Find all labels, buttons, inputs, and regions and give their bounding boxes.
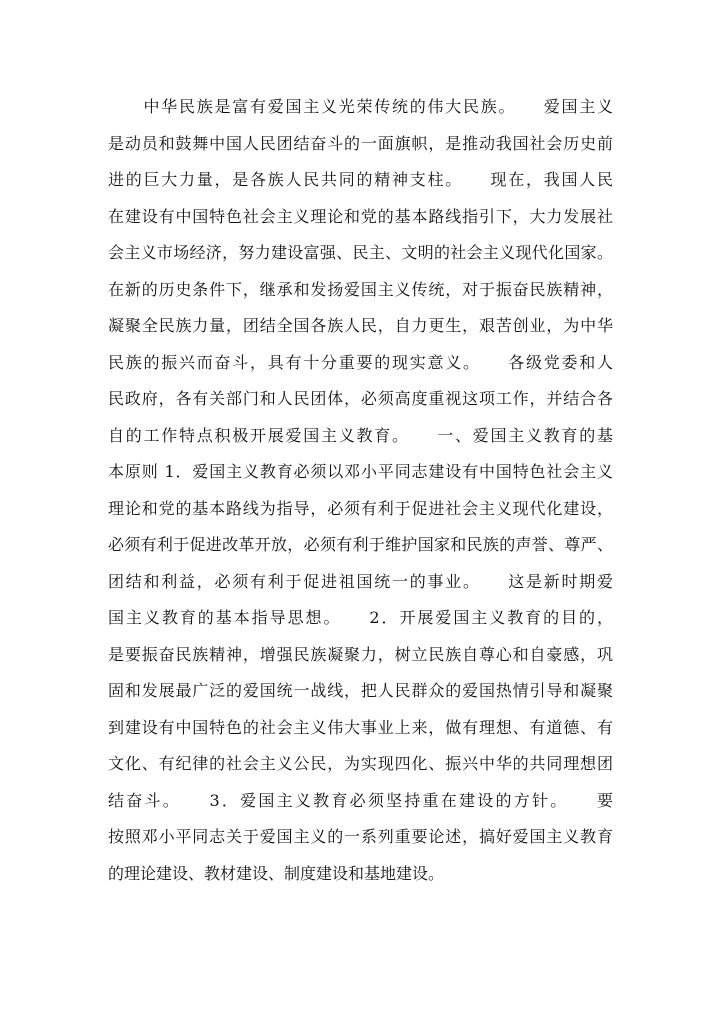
text-line: 结奋斗。 3．爱国主义教育必须坚持重在建设的方针。 要	[108, 790, 613, 810]
text-line: 民政府，各有关部门和人民团体，必须高度重视这项工作，并结合各	[108, 389, 613, 408]
text-line: 在新的历史条件下，继承和发扬爱国主义传统，对于振奋民族精神，	[108, 279, 613, 299]
text-line: 本原则 1．爱国主义教育必须以邓小平同志建设有中国特色社会主义	[108, 462, 613, 481]
text-line: 的理论建设、教材建设、制度建设和基地建设。	[108, 863, 445, 883]
text-line: 会主义市场经济，努力建设富强、民主、文明的社会主义现代化国家。	[108, 243, 613, 262]
text-line: 按照邓小平同志关于爱国主义的一系列重要论述，搞好爱国主义教育	[108, 827, 613, 846]
text-line: 是要振奋民族精神，增强民族凝聚力，树立民族自尊心和自豪感，巩	[108, 644, 613, 664]
text-line: 民族的振兴而奋斗，具有十分重要的现实意义。 各级党委和人	[108, 352, 613, 372]
text-line: 团结和利益，必须有利于促进祖国统一的事业。 这是新时期爱	[108, 571, 613, 591]
text-line: 国主义教育的基本指导思想。 2．开展爱国主义教育的目的，	[108, 608, 613, 627]
text-line: 进的巨大力量，是各族人民共同的精神支柱。 现在，我国人民	[108, 170, 613, 189]
text-line: 在建设有中国特色社会主义理论和党的基本路线指引下，大力发展社	[108, 206, 613, 226]
text-line: 中华民族是富有爱国主义光荣传统的伟大民族。 爱国主义	[108, 97, 613, 116]
text-line: 必须有利于促进改革开放，必须有利于维护国家和民族的声誉、尊严、	[108, 535, 613, 554]
text-line: 是动员和鼓舞中国人民团结奋斗的一面旗帜，是推动我国社会历史前	[108, 133, 613, 153]
text-line: 固和发展最广泛的爱国统一战线，把人民群众的爱国热情引导和凝聚	[108, 681, 613, 700]
text-line: 凝聚全民族力量，团结全国各族人民，自力更生，艰苦创业，为中华	[108, 316, 613, 335]
text-line: 理论和党的基本路线为指导，必须有利于促进社会主义现代化建设，	[108, 498, 613, 518]
document-body	[108, 89, 613, 892]
text-line: 文化、有纪律的社会主义公民，为实现四化、振兴中华的共同理想团	[108, 754, 613, 773]
text-line: 到建设有中国特色的社会主义伟大事业上来，做有理想、有道德、有	[108, 717, 613, 737]
text-line: 自的工作特点积极开展爱国主义教育。 一、爱国主义教育的基	[108, 425, 613, 445]
